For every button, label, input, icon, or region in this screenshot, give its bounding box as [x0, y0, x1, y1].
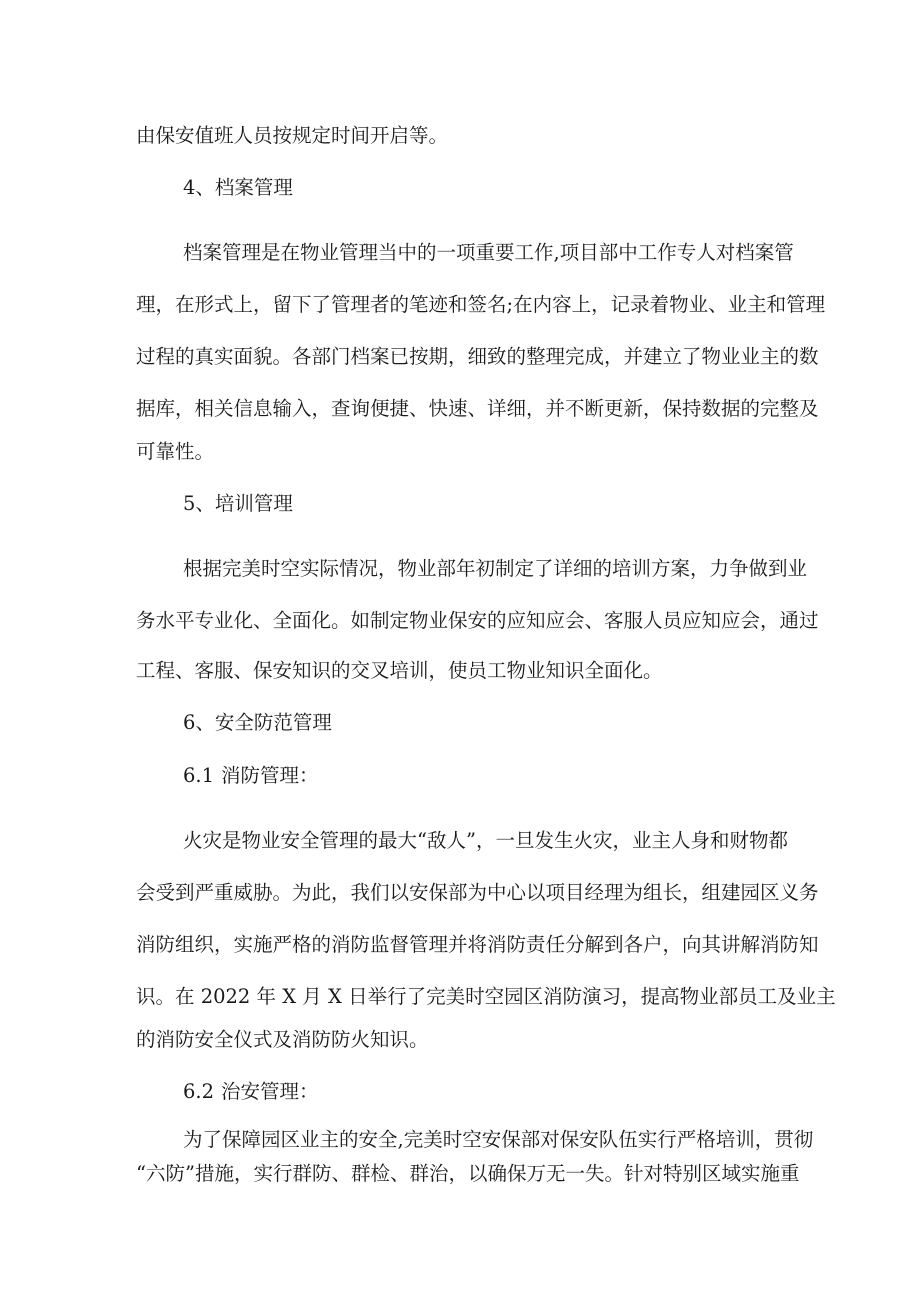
- paragraph-line: 档案管理是在物业管理当中的一项重要工作,项目部中工作专人对档案管: [183, 241, 794, 264]
- paragraph-line: 的消防安全仪式及消防防火知识。: [136, 1028, 429, 1051]
- section-heading-archives: 4、档案管理: [183, 176, 293, 199]
- subsection-title: 消防管理：: [221, 764, 319, 787]
- paragraph-line: 可靠性。: [136, 440, 215, 463]
- paragraph-line: 消防组织，实施严格的消防监督管理并将消防责任分解到各户，向其讲解消防知: [136, 933, 819, 956]
- paragraph-line: 为了保障园区业主的安全,完美时空安保部对保安队伍实行严格培训，贯彻: [183, 1128, 814, 1151]
- paragraph-line: 会受到严重威胁。为此，我们以安保部为中心以项目经理为组长，组建园区义务: [136, 881, 819, 904]
- continuation-line: 由保安值班人员按规定时间开启等。: [136, 124, 449, 147]
- paragraph-line: 过程的真实面貌。各部门档案已按期，细致的整理完成，并建立了物业业主的数: [136, 345, 819, 368]
- paragraph-line: 工程、客服、保安知识的交叉培训，使员工物业知识全面化。: [136, 659, 663, 682]
- paragraph-line: “六防”措施，实行群防、群检、群治，以确保万无一失。针对特别区域实施重: [136, 1162, 800, 1185]
- paragraph-line: 火灾是物业安全管理的最大“敌人”，一旦发生火灾，业主人身和财物都: [183, 829, 788, 852]
- subsection-number: 6.1: [183, 764, 215, 787]
- subsection-title: 治安管理：: [221, 1080, 319, 1103]
- section-heading-security: 6、安全防范管理: [183, 711, 332, 734]
- subsection-number: 6.2: [183, 1080, 215, 1103]
- subsection-heading-fire: [183, 764, 319, 788]
- paragraph-line: 识。在 2022 年 X 月 X 日举行了完美时空园区消防演习，提高物业部员工及业主: [136, 985, 836, 1008]
- paragraph-line: 务水平专业化、全面化。如制定物业保安的应知应会、客服人员应知应会，通过: [136, 609, 819, 632]
- paragraph-line: 根据完美时空实际情况，物业部年初制定了详细的培训方案，力争做到业: [183, 557, 808, 580]
- subsection-heading-public-order: [183, 1080, 319, 1104]
- section-heading-training: 5、培训管理: [183, 492, 293, 515]
- paragraph-line: 理，在形式上，留下了管理者的笔迹和签名;在内容上，记录着物业、业主和管理: [136, 293, 826, 316]
- paragraph-line: 据库，相关信息输入，查询便捷、快速、详细，并不断更新，保持数据的完整及: [136, 397, 819, 420]
